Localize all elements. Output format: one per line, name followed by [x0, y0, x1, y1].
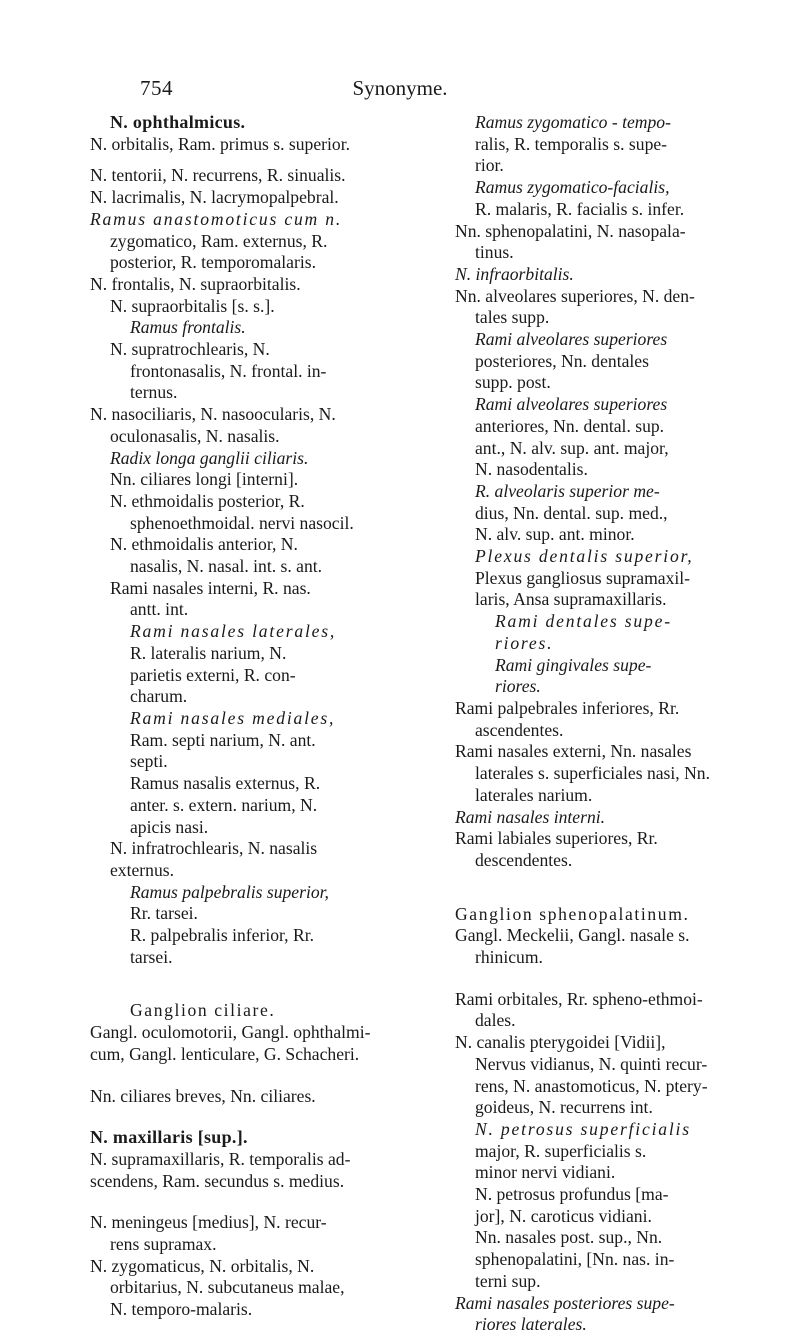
left-line: N. frontalis, N. supraorbitalis.	[90, 273, 301, 294]
left-line: N. infratrochlearis, N. nasalis	[110, 838, 318, 859]
spacer	[455, 872, 800, 904]
left-line: zygomatico, Ram. externus, R.	[110, 230, 328, 251]
right-line: dius, Nn. dental. sup. med.,	[475, 502, 668, 523]
right-line: dales.	[475, 1010, 516, 1031]
left-line: Ramus nasalis externus, R.	[130, 773, 321, 794]
page-number: 754	[140, 76, 173, 100]
right-line: riores.	[495, 676, 541, 697]
right-line: Ramus zygomatico - tempo-	[475, 112, 671, 132]
right-line: rhinicum.	[475, 947, 543, 968]
right-line: Rami nasales interni.	[455, 806, 606, 827]
right-line: Rami nasales externi, Nn. nasales	[455, 741, 692, 762]
left-line: rens supramax.	[110, 1234, 217, 1255]
right-column	[455, 112, 800, 1336]
right-line: terni sup.	[475, 1270, 541, 1291]
left-line: N. orbitalis, Ram. primus s. superior.	[90, 133, 350, 154]
right-line: Gangl. Meckelii, Gangl. nasale s.	[455, 925, 690, 946]
left-line: parietis externi, R. con-	[130, 664, 296, 685]
right-line: rens, N. anastomoticus, N. ptery-	[475, 1075, 708, 1096]
left-line: septi.	[130, 751, 168, 772]
right-line: Rami labiales superiores, Rr.	[455, 828, 658, 849]
right-line: descendentes.	[475, 849, 573, 870]
left-column	[90, 112, 435, 1321]
left-line: N. zygomaticus, N. orbitalis, N.	[90, 1255, 315, 1276]
left-line: N. tentorii, N. recurrens, R. sinualis.	[90, 165, 346, 186]
right-line: anteriores, Nn. dental. sup.	[475, 415, 665, 436]
left-line: scendens, Ram. secundus s. medius.	[90, 1170, 345, 1191]
right-line: Rami alveolares superiores	[475, 394, 668, 415]
left-line: cum, Gangl. lenticulare, G. Schacheri.	[90, 1043, 360, 1064]
right-line: riores laterales.	[475, 1314, 587, 1335]
left-line: N. maxillaris [sup.].	[90, 1127, 248, 1148]
spacer	[90, 1066, 435, 1086]
right-line: laterales narium.	[475, 784, 593, 805]
left-line: charum.	[130, 686, 188, 707]
left-line: N. temporo-malaris.	[110, 1299, 253, 1320]
right-line: supp. post.	[475, 372, 551, 393]
left-line: Rr. tarsei.	[130, 903, 198, 924]
left-line: orbitarius, N. subcutaneus malae,	[110, 1277, 345, 1298]
right-line: jor], N. caroticus vidiani.	[475, 1205, 652, 1226]
left-line: oculonasalis, N. nasalis.	[110, 425, 280, 446]
left-line: nasalis, N. nasal. int. s. ant.	[130, 556, 323, 577]
right-line: N. petrosus superficialis	[475, 1118, 691, 1139]
left-line: Rami nasales laterales,	[130, 621, 337, 642]
left-line: Gangl. oculomotorii, Gangl. ophthalmi-	[90, 1022, 371, 1043]
left-line: externus.	[110, 859, 175, 880]
right-line: Rami alveolares superiores	[475, 329, 668, 350]
left-line: Ramus palpebralis superior,	[130, 881, 329, 902]
left-line: N. ophthalmicus.	[110, 112, 246, 132]
left-line: N. ethmoidalis posterior, R.	[110, 490, 305, 511]
right-line: major, R. superficialis s.	[475, 1140, 647, 1161]
left-line: tarsei.	[130, 946, 173, 967]
right-line: sphenopalatini, [Nn. nas. in-	[475, 1249, 675, 1270]
left-line: N. meningeus [medius], N. recur-	[90, 1212, 327, 1233]
right-line: Ramus zygomatico-facialis,	[475, 177, 670, 198]
spacer	[90, 1107, 435, 1127]
left-line: R. palpebralis inferior, Rr.	[130, 925, 314, 946]
left-line: Nn. ciliares longi [interni].	[110, 469, 299, 490]
right-line: rior.	[475, 155, 504, 176]
spacer	[455, 969, 800, 989]
right-line: Nn. nasales post. sup., Nn.	[475, 1227, 663, 1248]
right-line: R. alveolaris superior me-	[475, 480, 660, 501]
right-line: N. canalis pterygoidei [Vidii],	[455, 1032, 666, 1053]
left-line: Ganglion ciliare.	[130, 1000, 276, 1021]
left-line: Ramus frontalis.	[130, 317, 246, 338]
spacer	[90, 1192, 435, 1212]
right-line: Rami palpebrales inferiores, Rr.	[455, 697, 680, 718]
right-line: Nervus vidianus, N. quinti recur-	[475, 1053, 708, 1074]
left-line: Radix longa ganglii ciliaris.	[110, 447, 309, 468]
left-line: N. nasociliaris, N. nasoocularis, N.	[90, 404, 336, 425]
right-line: ralis, R. temporalis s. supe-	[475, 133, 668, 154]
right-line: N. petrosus profundus [ma-	[475, 1184, 669, 1205]
left-line: posterior, R. temporomalaris.	[110, 252, 316, 273]
left-line: Rami nasales interni, R. nas.	[110, 577, 311, 598]
right-line: tinus.	[475, 242, 514, 263]
left-line: ternus.	[130, 382, 178, 403]
left-line: R. lateralis narium, N.	[130, 642, 287, 663]
left-line: sphenoethmoidal. nervi nasocil.	[130, 512, 354, 533]
right-line: Rami gingivales supe-	[495, 654, 652, 675]
left-line: antt. int.	[130, 599, 189, 620]
right-line: Plexus dentalis superior,	[475, 546, 694, 567]
right-line: riores.	[495, 632, 554, 653]
right-line: N. infraorbitalis.	[455, 263, 574, 284]
right-line: Rami nasales posteriores supe-	[455, 1292, 675, 1313]
right-line: Plexus gangliosus supramaxil-	[475, 567, 691, 588]
left-line: N. supratrochlearis, N.	[110, 339, 270, 360]
right-line: Nn. sphenopalatini, N. nasopala-	[455, 220, 686, 241]
right-line: N. nasodentalis.	[475, 459, 588, 480]
right-line: Rami orbitales, Rr. spheno-ethmoi-	[455, 988, 703, 1009]
right-line: minor nervi vidiani.	[475, 1162, 616, 1183]
left-line: Rami nasales mediales,	[130, 707, 336, 728]
right-line: posteriores, Nn. dentales	[475, 350, 649, 371]
right-line: Ganglion sphenopalatinum.	[455, 903, 690, 924]
right-line: Rami dentales supe-	[495, 611, 672, 632]
right-line: ant., N. alv. sup. ant. major,	[475, 437, 669, 458]
spacer	[90, 968, 435, 1000]
left-line: N. ethmoidalis anterior, N.	[110, 534, 298, 555]
right-line: Nn. alveolares superiores, N. den-	[455, 285, 695, 306]
spacer	[90, 155, 435, 165]
left-line: apicis nasi.	[130, 816, 209, 837]
left-line: anter. s. extern. narium, N.	[130, 794, 318, 815]
left-line: N. lacrimalis, N. lacrymopalpebral.	[90, 187, 339, 208]
left-line: frontonasalis, N. frontal. in-	[130, 360, 327, 381]
right-line: tales supp.	[475, 307, 550, 328]
left-line: Ramus anastomoticus cum n.	[90, 208, 343, 229]
running-head: Synonyme.	[352, 76, 448, 100]
right-line: ascendentes.	[475, 719, 564, 740]
left-line: N. supramaxillaris, R. temporalis ad-	[90, 1148, 351, 1169]
left-line: Nn. ciliares breves, Nn. ciliares.	[90, 1085, 316, 1106]
right-line: N. alv. sup. ant. minor.	[475, 524, 635, 545]
left-line: N. supraorbitalis [s. s.].	[110, 295, 275, 316]
right-line: goideus, N. recurrens int.	[475, 1097, 653, 1118]
right-line: R. malaris, R. facialis s. infer.	[475, 198, 685, 219]
right-line: laris, Ansa supramaxillaris.	[475, 589, 667, 610]
left-line: Ram. septi narium, N. ant.	[130, 729, 316, 750]
right-line: laterales s. superficiales nasi, Nn.	[475, 763, 710, 784]
